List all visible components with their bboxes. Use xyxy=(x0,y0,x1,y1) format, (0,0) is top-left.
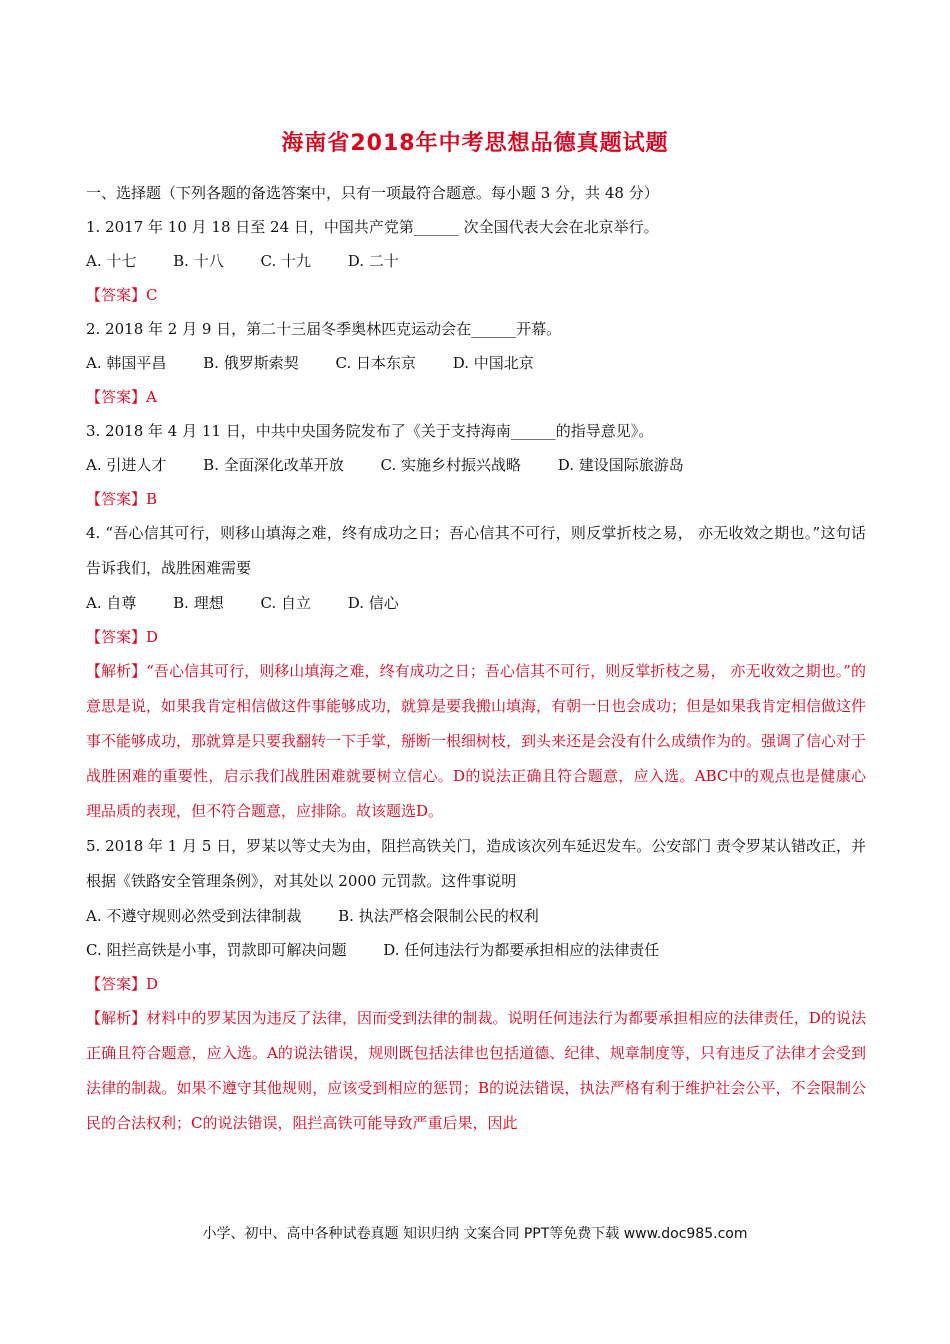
option: A. 不遵守规则必然受到法律制裁 xyxy=(86,907,302,925)
option: D. 二十 xyxy=(347,252,399,270)
option: C. 阻拦高铁是小事，罚款即可解决问题 xyxy=(86,941,347,959)
option: C. 日本东京 xyxy=(335,354,416,372)
option: D. 建设国际旅游岛 xyxy=(557,456,684,474)
section-heading: 一、选择题（下列各题的备选答案中，只有一项最符合题意。每小题 3 分，共 48 分） xyxy=(86,184,659,202)
question-4-analysis: 【解析】“吾心信其可行，则移山填海之难，终有成功之日；吾心信其不可行，则反掌折枝之易， 亦无收效之期也。”的意思是说，如果我肯定相信做这件事能够成功，就算是要我搬山填海，有朝一日也会成功；但是如果我肯定相信做这件事不能够成功，那就算是只要我翻转一下手掌，掰断一根细树枝，到头来还是会没有什么成绩作为的。强调了信心对于战胜困难的重要性，启示我们战胜困难就要树立信心。D的说法正确且符合题意，应入选。ABC中的观点也是健康心理品质的表现，但不符合题意，应排除。故该题选D。 xyxy=(86,662,867,820)
option: B. 俄罗斯索契 xyxy=(203,354,299,372)
option: D. 中国北京 xyxy=(452,354,534,372)
question-5-stem: 5. 2018 年 1 月 5 日，罗某以等丈夫为由，阻拦高铁关门，造成该次列车延迟发车。公安部门 责令罗某认错改正，并根据《铁路安全管理条例》，对其处以 2000 元罚款。这件事说明 xyxy=(86,837,866,890)
question-5-options-row-1 xyxy=(86,899,866,933)
option: B. 十八 xyxy=(173,252,224,270)
option: B. 执法严格会限制公民的权利 xyxy=(338,907,539,925)
question-5-options-row-2 xyxy=(86,933,866,967)
exam-content xyxy=(86,176,866,1141)
question-4-answer: 【答案】D xyxy=(86,628,159,646)
question-2-options xyxy=(86,346,866,380)
option: A. 十七 xyxy=(86,252,137,270)
option: A. 引进人才 xyxy=(86,456,167,474)
question-3-answer: 【答案】B xyxy=(86,490,158,508)
option: D. 任何违法行为都要承担相应的法律责任 xyxy=(383,941,660,959)
question-4-options xyxy=(86,586,866,620)
question-3-options xyxy=(86,448,866,482)
option: B. 全面深化改革开放 xyxy=(203,456,344,474)
page-footer: 小学、初中、高中各种试卷真题 知识归纳 文案合同 PPT等免费下载 www.doc985.com xyxy=(202,1226,748,1242)
option: A. 韩国平昌 xyxy=(86,354,167,372)
option: C. 十九 xyxy=(260,252,311,270)
question-5-answer: 【答案】D xyxy=(86,975,159,993)
question-4-stem: 4. “吾心信其可行，则移山填海之难，终有成功之日；吾心信其不可行，则反掌折枝之易， 亦无收效之期也。”这句话告诉我们，战胜困难需要 xyxy=(86,524,866,577)
question-3-stem: 3. 2018 年 4 月 11 日，中共中央国务院发布了《关于支持海南______的指导意见》。 xyxy=(86,422,654,440)
question-1-answer: 【答案】C xyxy=(86,286,158,304)
option: C. 自立 xyxy=(260,594,311,612)
question-1-options xyxy=(86,244,866,278)
question-1-stem: 1. 2017 年 10 月 18 日至 24 日，中国共产党第______ 次全国代表大会在北京举行。 xyxy=(86,218,659,236)
page-title: 海南省2018年中考思想品德真题试题 xyxy=(281,131,669,156)
option: D. 信心 xyxy=(347,594,399,612)
question-2-stem: 2. 2018 年 2 月 9 日，第二十三届冬季奥林匹克运动会在______开幕。 xyxy=(86,320,562,338)
option: B. 理想 xyxy=(173,594,224,612)
question-2-answer: 【答案】A xyxy=(86,388,157,406)
option: A. 自尊 xyxy=(86,594,137,612)
question-5-analysis: 【解析】材料中的罗某因为违反了法律，因而受到法律的制裁。说明任何违法行为都要承担相应的法律责任，D的说法正确且符合题意，应入选。A的说法错误，规则既包括法律也包括道德、纪律、规章制度等，只有违反了法律才会受到法律的制裁。如果不遵守其他规则，应该受到相应的惩罚；B的说法错误，执法严格有利于维护社会公平，不会限制公民的合法权利；C的说法错误，阻拦高铁可能导致严重后果，因此 xyxy=(86,1009,866,1132)
option: C. 实施乡村振兴战略 xyxy=(380,456,521,474)
